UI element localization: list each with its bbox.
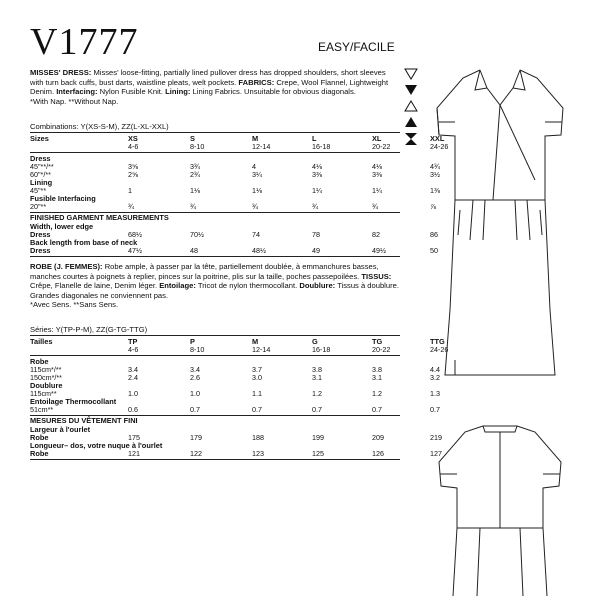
row-label: 115cm*/** — [30, 365, 62, 374]
measure-label: Width, lower edge — [30, 222, 94, 231]
row-label: Robe — [30, 433, 49, 442]
divider — [30, 256, 400, 257]
dress-front-illustration — [425, 60, 575, 380]
table-cell: 1.2 — [372, 389, 382, 398]
hourglass-icon — [404, 132, 418, 146]
section-label: Entoilage Thermocollant — [30, 397, 117, 406]
up-triangle-icon — [404, 100, 418, 112]
row-label: 150cm*/** — [30, 373, 62, 382]
table-cell: 3.0 — [252, 373, 262, 382]
sizes-label: Sizes — [30, 134, 49, 143]
row-label: Dress — [30, 230, 51, 239]
size-number: 8-10 — [190, 142, 205, 151]
row-label: Robe — [30, 449, 49, 458]
row-label: 51cm** — [30, 405, 54, 414]
difficulty-label: EASY/FACILE — [318, 40, 395, 54]
table-cell: 1⅛ — [252, 186, 262, 195]
table-cell: 123 — [252, 449, 264, 458]
sizes-label: Tailles — [30, 337, 53, 346]
divider — [30, 459, 400, 460]
table-cell: 0.7 — [372, 405, 382, 414]
section-title: FINISHED GARMENT MEASUREMENTS — [30, 213, 169, 222]
table-cell: 125 — [312, 449, 324, 458]
size-number: 4-6 — [128, 142, 139, 151]
french-description: ROBE (J. FEMMES): Robe ample, à passer par la tête, partiellement doublée, à emmanchures basses, manches courtes à poignets à replier, pinces sur la poitrine, plis sur la taille, poches passepoilées. TISSUS: Crêpe, Flanelle de laine, Denim léger. Entoilage: Tricot de nylon thermocollant. Doublure: Tissus à doublure. Grandes diagonales ne conviennent pas. *Avec Sens. **Sans Sens. — [30, 262, 399, 310]
size-number: 20-22 — [372, 142, 391, 151]
size-number: 24-26 — [430, 142, 449, 151]
section-title: MESURES DU VÊTEMENT FINI — [30, 416, 138, 425]
section-label: Fusible Interfacing — [30, 194, 96, 203]
series-line: Séries: Y(TP-P-M), ZZ(G-TG-TTG) — [30, 325, 148, 334]
table-cell: 49½ — [372, 246, 386, 255]
table-cell: 48 — [190, 246, 198, 255]
table-cell: 1 — [128, 186, 132, 195]
size-header: TG — [372, 337, 383, 346]
nap-icons — [404, 68, 418, 150]
table-cell: 2⅝ — [128, 170, 138, 179]
table-cell: 49 — [312, 246, 320, 255]
table-cell: 3.8 — [372, 365, 382, 374]
row-label: 60"*/** — [30, 170, 51, 179]
table-cell: 0.7 — [252, 405, 262, 414]
table-cell: 0.7 — [430, 405, 440, 414]
table-cell: 3¼ — [252, 170, 262, 179]
table-cell: 4⅛ — [372, 162, 382, 171]
table-cell: 3.7 — [252, 365, 262, 374]
divider — [30, 355, 400, 356]
size-header: M — [252, 134, 259, 143]
table-cell: 68½ — [128, 230, 142, 239]
size-header: XXL — [430, 134, 445, 143]
table-cell: 86 — [430, 230, 438, 239]
table-cell: 1.0 — [190, 389, 200, 398]
dress-back-illustration — [425, 418, 575, 598]
table-cell: 1⅛ — [190, 186, 200, 195]
combinations-line: Combinations: Y(XS-S-M), ZZ(L-XL-XXL) — [30, 122, 169, 131]
table-cell: 1.3 — [430, 389, 440, 398]
table-cell: 3.8 — [312, 365, 322, 374]
size-header: S — [190, 134, 195, 143]
table-cell: 179 — [190, 433, 202, 442]
table-cell: 48½ — [252, 246, 266, 255]
table-cell: 1¼ — [312, 186, 322, 195]
shaded-up-triangle-icon — [404, 116, 418, 128]
size-header: L — [312, 134, 317, 143]
size-header: TP — [128, 337, 138, 346]
table-cell: 1.0 — [128, 389, 138, 398]
divider — [30, 132, 400, 133]
table-cell: 0.6 — [128, 405, 138, 414]
table-cell: ¾ — [312, 202, 318, 211]
table-cell: 4 — [252, 162, 256, 171]
table-cell: 3.1 — [312, 373, 322, 382]
table-cell: ⅞ — [430, 202, 436, 211]
table-cell: 78 — [312, 230, 320, 239]
english-description: MISSES' DRESS: Misses' loose-fitting, partially lined pullover dress has dropped shoulders, short sleeves with turn back cuffs, bust darts, waistline pleats, welt pockets. FABRICS: Crepe, Wool Flannel, Lightweight Denim. Interfacing: Nylon Fusible Knit. Lining: Lining Fabrics. Unsuitable for obvious diagonals. *With Nap. **Without Nap. — [30, 68, 389, 106]
size-number: 20-22 — [372, 345, 391, 354]
table-cell: 2¾ — [190, 170, 200, 179]
table-cell: 3⅜ — [372, 170, 382, 179]
table-cell: 4⅛ — [312, 162, 322, 171]
row-label: 45"**/** — [30, 162, 54, 171]
table-cell: 219 — [430, 433, 442, 442]
size-header: TTG — [430, 337, 445, 346]
table-cell: 1.1 — [252, 389, 262, 398]
table-cell: 4.4 — [430, 365, 440, 374]
table-cell: 1.2 — [312, 389, 322, 398]
table-cell: 2.4 — [128, 373, 138, 382]
table-cell: 0.7 — [312, 405, 322, 414]
row-label: 115cm** — [30, 389, 57, 398]
table-cell: ¾ — [252, 202, 258, 211]
measure-label: Largeur à l'ourlet — [30, 425, 91, 434]
table-cell: 209 — [372, 433, 384, 442]
table-cell: ¾ — [190, 202, 196, 211]
size-header: P — [190, 337, 195, 346]
section-label: Lining — [30, 178, 53, 187]
table-cell: 175 — [128, 433, 140, 442]
table-cell: 3½ — [430, 170, 440, 179]
table-cell: 3.2 — [430, 373, 440, 382]
section-label: Doublure — [30, 381, 63, 390]
row-label: Dress — [30, 246, 51, 255]
size-header: M — [252, 337, 259, 346]
shaded-down-triangle-icon — [404, 84, 418, 96]
table-cell: 0.7 — [190, 405, 200, 414]
table-cell: 1¼ — [372, 186, 382, 195]
table-cell: 50 — [430, 246, 438, 255]
size-number: 12-14 — [252, 345, 271, 354]
table-cell: 3⅜ — [312, 170, 322, 179]
table-cell: 3⅝ — [128, 162, 138, 171]
measure-label: Back length from base of neck — [30, 238, 138, 247]
size-header: G — [312, 337, 318, 346]
pattern-number: V1777 — [30, 21, 139, 63]
size-number: 8-10 — [190, 345, 205, 354]
table-cell: 4¾ — [430, 162, 440, 171]
table-cell: 70½ — [190, 230, 204, 239]
size-header: XS — [128, 134, 138, 143]
table-cell: 188 — [252, 433, 264, 442]
row-label: 20"** — [30, 202, 47, 211]
table-cell: 74 — [252, 230, 260, 239]
down-triangle-icon — [404, 68, 418, 80]
size-number: 16-18 — [312, 345, 331, 354]
size-number: 16-18 — [312, 142, 331, 151]
table-cell: 126 — [372, 449, 384, 458]
measure-label: Longueur– dos, votre nuque à l'ourlet — [30, 441, 163, 450]
section-label: Dress — [30, 154, 51, 163]
table-cell: 3.4 — [128, 365, 138, 374]
table-cell: 1⅜ — [430, 186, 440, 195]
table-cell: 127 — [430, 449, 442, 458]
size-number: 12-14 — [252, 142, 271, 151]
section-label: Robe — [30, 357, 49, 366]
table-cell: 3¾ — [190, 162, 200, 171]
size-number: 24-26 — [430, 345, 449, 354]
table-cell: 121 — [128, 449, 140, 458]
row-label: 45"** — [30, 186, 47, 195]
table-cell: ¾ — [372, 202, 378, 211]
table-cell: 2.6 — [190, 373, 200, 382]
table-cell: 122 — [190, 449, 202, 458]
table-cell: 199 — [312, 433, 324, 442]
table-cell: 47½ — [128, 246, 142, 255]
size-header: XL — [372, 134, 382, 143]
table-cell: 82 — [372, 230, 380, 239]
divider — [30, 335, 400, 336]
table-cell: 3.1 — [372, 373, 382, 382]
divider — [30, 152, 400, 153]
table-cell: 3.4 — [190, 365, 200, 374]
size-number: 4-6 — [128, 345, 139, 354]
table-cell: ¾ — [128, 202, 134, 211]
